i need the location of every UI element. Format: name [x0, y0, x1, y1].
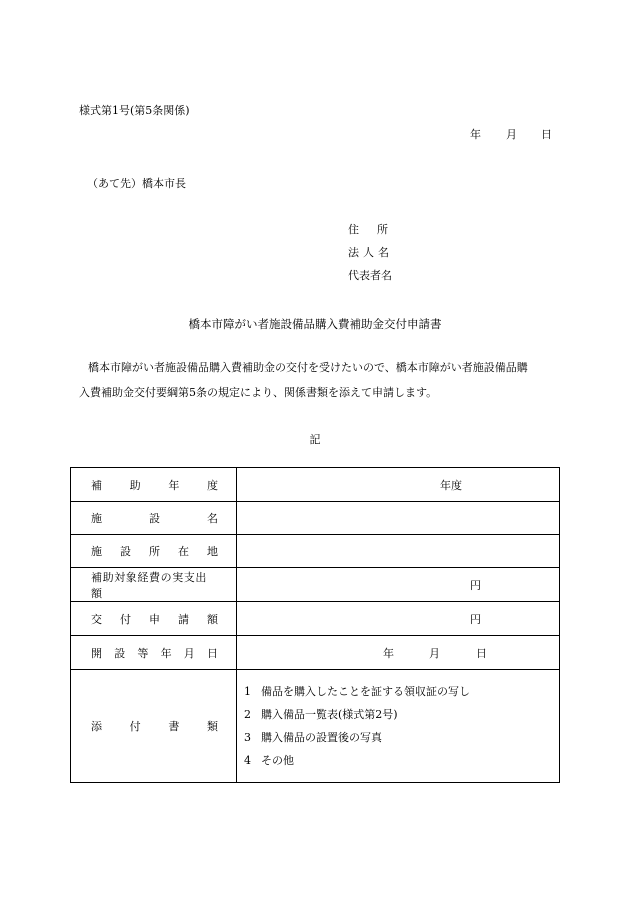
list-item: 2 購入備品一覧表(様式第2号) — [244, 708, 398, 721]
value-opening-date[interactable]: 年 月 日 — [237, 636, 560, 670]
table-row-facility-name — [71, 502, 560, 535]
table-row-subsidy-year — [71, 468, 560, 502]
label-subsidy-year: 補 助 年 度 — [71, 468, 237, 502]
value-subsidy-year[interactable]: 年度 — [237, 468, 560, 502]
value-facility-name[interactable] — [237, 502, 560, 535]
table-row-opening-date — [71, 636, 560, 670]
application-table — [70, 467, 560, 783]
table-row-facility-address — [71, 535, 560, 568]
corp-label-char: 法 — [348, 246, 359, 259]
label-facility-name: 施 設 名 — [71, 502, 237, 535]
table-row-actual-expense — [71, 568, 560, 602]
value-grant-amount[interactable]: 円 — [237, 602, 560, 636]
applicant-address-label — [348, 221, 388, 237]
applicant-rep-label: 代表者名 — [348, 269, 392, 282]
date-year-label: 年 — [470, 128, 481, 141]
list-item: 4 その他 — [244, 754, 294, 767]
address-label-char: 住 — [348, 223, 359, 236]
corp-label-char: 人 — [363, 246, 374, 259]
body-line-2: 入費補助金交付要綱第5条の規定により、関係書類を添えて申請します。 — [79, 386, 438, 399]
value-attachments — [237, 670, 560, 783]
addressee: （あて先）橋本市長 — [87, 177, 186, 190]
document-title: 橋本市障がい者施設備品購入費補助金交付申請書 — [188, 317, 442, 331]
date-month-label: 月 — [506, 128, 517, 141]
applicant-corp-label — [348, 244, 389, 260]
list-item: 1 備品を購入したことを証する領収証の写し — [244, 685, 470, 698]
form-number: 様式第1号(第5条関係) — [79, 104, 190, 117]
label-actual-expense: 補助対象経費の実支出額 — [71, 568, 237, 602]
label-attachments: 添 付 書 類 — [71, 670, 237, 783]
corp-label-char: 名 — [378, 246, 389, 259]
label-facility-address: 施 設 所 在 地 — [71, 535, 237, 568]
date-day-label: 日 — [541, 128, 552, 141]
list-item: 3 購入備品の設置後の写真 — [244, 731, 382, 744]
value-facility-address[interactable] — [237, 535, 560, 568]
table-row-attachments — [71, 670, 560, 783]
body-line-1: 橋本市障がい者施設備品購入費補助金の交付を受けたいので、橋本市障がい者施設備品購 — [88, 361, 528, 374]
table-row-grant-amount — [71, 602, 560, 636]
value-actual-expense[interactable]: 円 — [237, 568, 560, 602]
ki-heading: 記 — [309, 433, 321, 446]
label-opening-date: 開 設 等 年 月 日 — [71, 636, 237, 670]
address-label-char: 所 — [377, 223, 388, 236]
label-grant-amount: 交 付 申 請 額 — [71, 602, 237, 636]
